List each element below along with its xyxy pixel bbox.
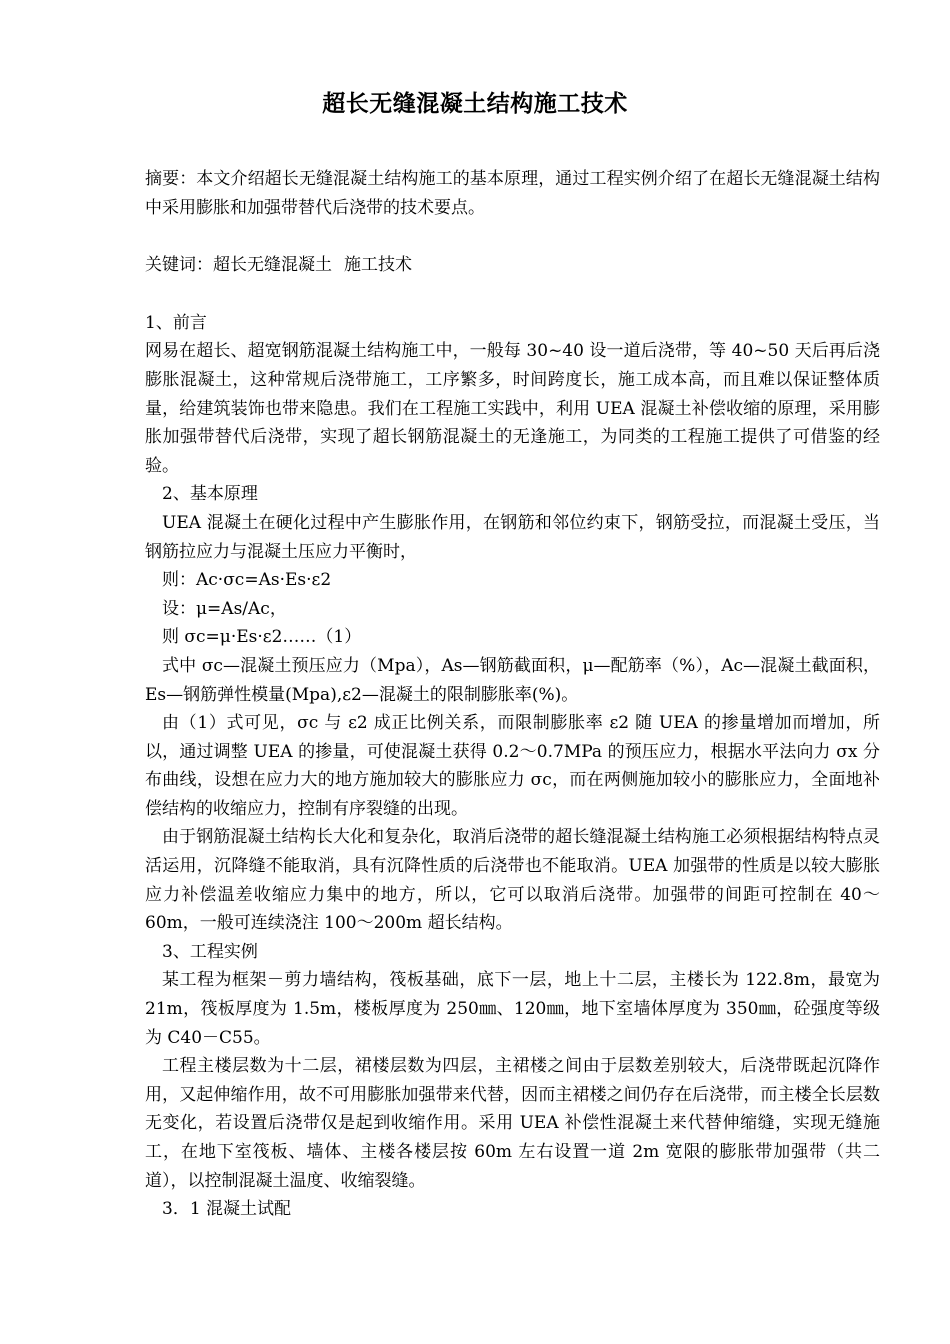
formula-1: 则：Ac·σc=As·Es·ε2 [162,570,332,591]
spacer [145,280,880,309]
spacer [145,222,880,251]
keywords-label: 关键词：超长无缝混凝土 [145,255,332,276]
section-3-paragraph-1: 某工程为框架－剪力墙结构，筏板基础，底下一层，地上十二层，主楼长为 122.8m，最宽为 21m，筏板厚度为 1.5m，楼板厚度为 250㎜、120㎜，地下室墙体厚度为 350㎜，砼强度等级为 C40－C55。 [145,970,880,1048]
section-1-paragraph-1: 网易在超长、超宽钢筋混凝土结构施工中，一般每 30~40 设一道后浇带，等 40~50 天后再后浇膨胀混凝土，这种常规后浇带施工，工序繁多，时间跨度长，施工成本高，而且难以保证整体质量，给建筑装饰也带来隐患。我们在工程施工实践中，利用 UEA 混凝土补偿收缩的原理，采用膨胀加强带替代后浇带，实现了超长钢筋混凝土的无逢施工，为同类的工程施工提供了可借鉴的经验。 [145,341,880,476]
section-3-paragraph-2: 工程主楼层数为十二层，裙楼层数为四层，主裙楼之间由于层数差别较大，后浇带既起沉降作用，又起伸缩作用，故不可用膨胀加强带来代替，因而主裙楼之间仍存在后浇带，而主楼全长层数无变化，若设置后浇带仅是起到收缩作用。采用 UEA 补偿性混凝土来代替伸缩缝，实现无缝施工，在地下室筏板、墙体、主楼各楼层按 60m 左右设置一道 2m 宽限的膨胀带加强带（共二道），以控制混凝土温度、收缩裂缝。 [145,1056,880,1191]
section-2-heading: 2、基本原理 [162,484,258,505]
section-2-paragraph-4: 由于钢筋混凝土结构长大化和复杂化，取消后浇带的超长缝混凝土结构施工必须根据结构特点灵活运用，沉降缝不能取消，具有沉降性质的后浇带也不能取消。UEA 加强带的性质是以较大膨胀应力补偿温差收缩应力集中的地方，所以，它可以取消后浇带。加强带的间距可控制在 40～60m，一般可连续浇注 100～200m 超长结构。 [145,827,880,934]
document-title: 超长无缝混凝土结构施工技术 [322,90,628,117]
keywords-line [145,251,880,280]
document-body [145,165,880,1224]
section-2-paragraph-3: 由（1）式可见，σc 与 ε2 成正比例关系，而限制膨胀率 ε2 随 UEA 的掺量增加而增加，所以，通过调整 UEA 的掺量，可使混凝土获得 0.2～0.7MPa 的预压应力，根据水平法向力 σx 分布曲线，设想在应力大的地方施加较大的膨胀应力 σc，而在两侧施加较小的膨胀应力，全面地补偿结构的收缩应力，控制有序裂缝的出现。 [145,713,880,819]
section-1-heading: 1、前言 [145,312,207,333]
section-3-heading: 3、工程实例 [162,941,258,962]
keywords-value: 施工技术 [344,255,412,276]
section-2-paragraph-2: 式中 σc—混凝土预压应力（Mpa），As—钢筋截面积，μ—配筋率（%），Ac—混凝土截面积，Es—钢筋弹性模量(Mpa),ε2—混凝土的限制膨胀率(%)。 [145,655,880,705]
section-3-1-heading: 3．1 混凝土试配 [162,1199,292,1220]
section-2-paragraph-1: UEA 混凝土在硬化过程中产生膨胀作用，在钢筋和邻位约束下，钢筋受拉，而混凝土受压，当钢筋拉应力与混凝土压应力平衡时， [145,512,880,562]
abstract-paragraph: 摘要：本文介绍超长无缝混凝土结构施工的基本原理，通过工程实例介绍了在超长无缝混凝土结构中采用膨胀和加强带替代后浇带的技术要点。 [145,169,880,218]
formula-3: 则 σc=μ·Es·ε2……（1） [162,627,362,648]
formula-2: 设：μ=As/Ac， [162,598,287,619]
